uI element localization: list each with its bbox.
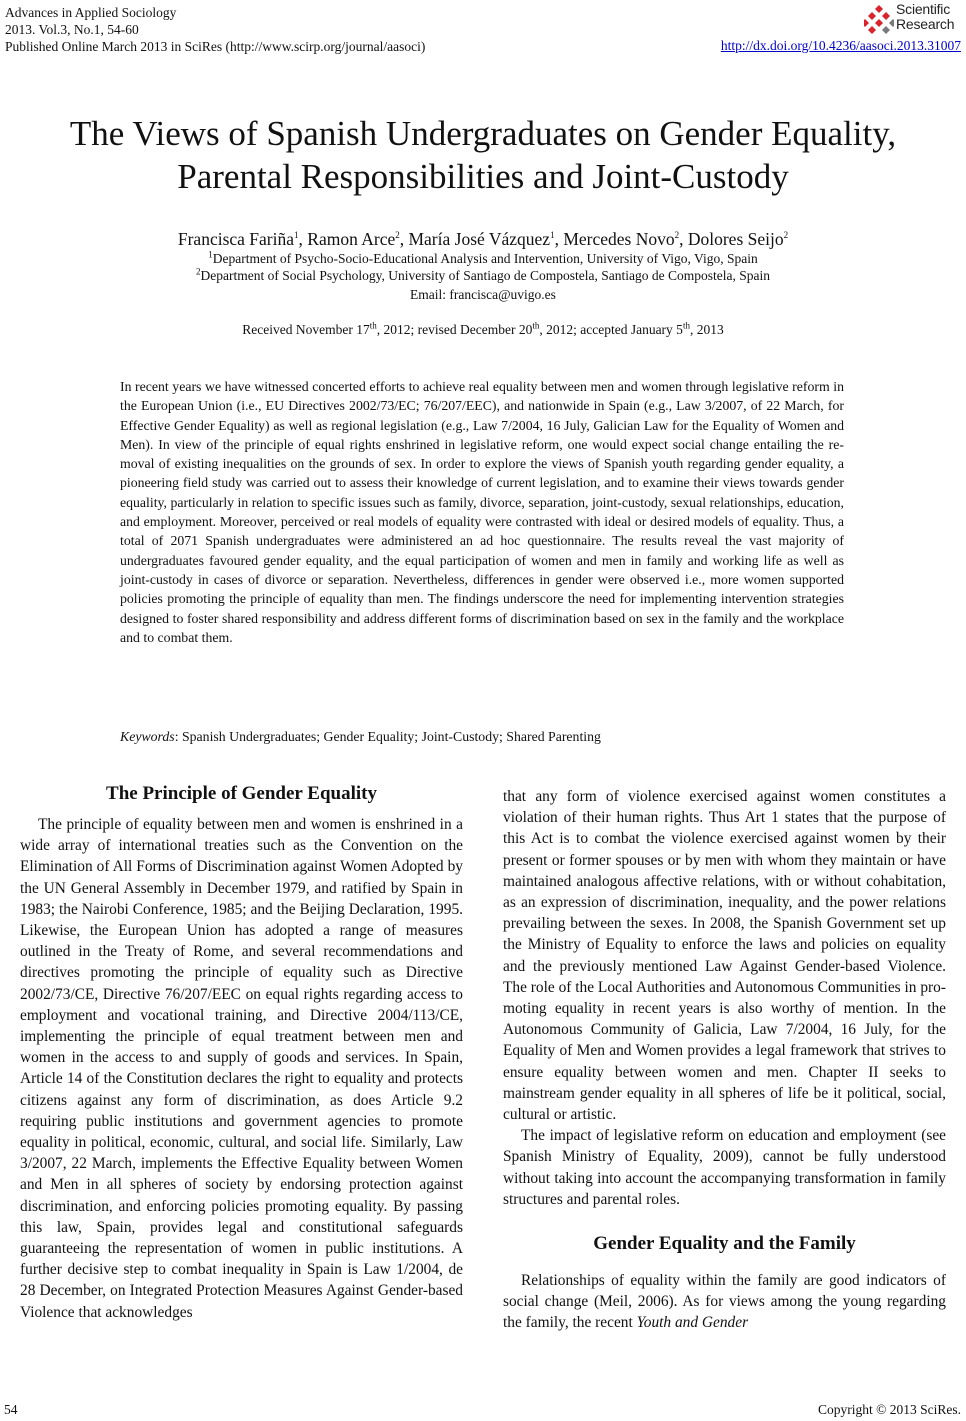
author-name: Dolores Seijo (687, 229, 784, 249)
page-number: 54 (4, 1402, 18, 1417)
running-header (5, 4, 425, 55)
author-affiliation-mark: 2 (674, 230, 680, 241)
author-affiliation-mark: 2 (395, 230, 400, 241)
publisher-logo-icon (864, 4, 894, 34)
author-name: Francisca Fariña (177, 229, 295, 249)
title-line-1: The Views of Spanish Undergraduates on Gender Equality, (69, 114, 897, 153)
publication-info: Published Online March 2013 in SciRes (http://www.scirp.org/journal/aasoci) (5, 39, 426, 54)
body-column-left (20, 782, 463, 1323)
author-affiliation-mark: 2 (783, 230, 789, 241)
received-dates: Received November 17th, 2012; revised December 20th, 2012; accepted January 5th, 2013 (242, 320, 724, 337)
author-affiliation-mark: 1 (294, 230, 299, 241)
doi-link[interactable]: http://dx.doi.org/10.4236/aasoci.2013.31007 (720, 38, 961, 53)
section-heading: The Principle of Gender Equality (106, 783, 377, 804)
copyright-notice: Copyright © 2013 SciRes. (817, 1402, 961, 1417)
paragraph: The impact of legislative reform on education and employment (see Spanish Ministry of Equality, 2009), cannot be fully understood without taking into account the accompanying transformation in family structures and parental roles. (503, 1127, 946, 1208)
author-affiliation-mark: 1 (550, 230, 555, 241)
section-heading: Gender Equality and the Family (593, 1233, 856, 1255)
paragraph: The principle of equality between men and women is enshrined in a wide array of international treaties such as the Convention on the Elimination of All Forms of Discrimination against Women Adopted by the UN General Assembly in December 1979, and ratified by Spain in 1983; the Nairobi Conference, 1985; and the Beijing Declaration, 1995. Likewise, the European Union has adopted a range of measures outlined in the Treaty of Rome, and several recommendations and directives promoting the principle of equality such as Directive 2002/73/CE, Directive 76/207/EEC on equal rights regarding access to employment and vocational training, and Directive 2004/113/CE, implementing the principle of equal treatment between men and women in the access to and supply of goods and services. In Spain, Article 14 of the Constitution declares the right to equality and protects citizens against any form of discrimination, as does Article 9.2 requiring public institutions and government agencies to promote equality in political, economic, cultural, and social life. Similarly, Law 3/2007, 22 March, implements the Effective Equality between Women and Men in all spheres of society by endorsing protection against discrimination, and enforcing policies promoting equality. By passing this law, Spain, provides legal and constitutional safeguards guaranteeing the representation of women in public institutions. A further decisive step to combat inequality in Spain is Law 1/2004, de 28 December, on Integrated Protection Measures Against Gender-based Violence that acknowledges (20, 816, 463, 1321)
keywords-list: : Spanish Undergraduates; Gender Equality; Joint-Custody; Shared Parenting (174, 729, 601, 744)
title-line-2: Parental Responsibilities and Joint-Custody (177, 157, 789, 196)
affiliation-2: $^2$Department of Social Psychology, University of Santiago de Compostela, Santiago de Compostela, Spain (196, 266, 770, 283)
scientific-research-logo (864, 2, 960, 36)
keywords-label: Keywords (120, 729, 175, 744)
author-name: Ramon Arce (307, 229, 396, 249)
body-column-right (503, 786, 946, 1334)
author-name: Mercedes Novo (563, 229, 675, 249)
logo-line-research: Research (896, 16, 955, 32)
author-name: María José Vázquez (408, 229, 551, 249)
affiliation-1: $^1$Department of Psycho-Socio-Educational Analysis and Intervention, University of Vigo, Vigo, Spain (208, 249, 758, 266)
volume-info: 2013. Vol.3, No.1, 54-60 (5, 22, 139, 37)
keywords (120, 729, 844, 745)
author-email: Email: francisca@uvigo.es (410, 287, 556, 302)
paper-title (30, 112, 936, 198)
author-list: Francisca Fariña$^1$, Ramon Arce$^2$, María José Vázquez$^1$, Mercedes Novo$^2$, Dolores Seijo$^2$ (177, 229, 789, 249)
paragraph: that any form of violence exercised against women constitutes a violation of their human rights. Thus Art 1 states that the purpose of this Act is to combat the violence exercised against women by their present or former spouses or by men with whom they maintain or have maintained analogous affective relations, with or without cohabitation, as an expression of discrimination, inequality, and the power relations prevailing between the sexes. In 2008, the Spanish Government set up the Ministry of Equality to enforce the laws and policies on equality and the previously mentioned Law Against Gender-based Violence. The role of the Local Authorities and Autonomous Communities in promoting equality in recent years is also worthy of mention. In the Autonomous Community of Galicia, Law 7/2004, 16 July, for the Equality of Men and Women provides a legal framework that strives to ensure equality between women and men. Chapter II seeks to mainstream gender equality in all spheres of life be it political, social, cultural or artistic. (503, 788, 946, 1124)
logo-line-scientific: Scientific (896, 1, 951, 17)
paragraph: Relationships of equality within the family are good indicators of social change (Meil, 2006). As for views among the young regarding the family, the recent Youth and Gender (503, 1272, 946, 1332)
abstract: In recent years we have witnessed concerted efforts to achieve real equality between men and women through legislative reform in the European Union (i.e., EU Directives 2002/73/EC; 76/207/EEC), and nationwide in Spain (e.g., Law 3/2007, of 22 March, for Effective Gender Equality) as well as regional legislation (e.g., Law 7/2004, 16 July, Galician Law for the Equality of Women and Men). In view of the principle of equal rights enshrined in legislative reform, one would expect social change entailing the removal of existing inequalities on the grounds of sex. In order to explore the views of Spanish youth regarding gender equality, a pioneering field study was carried out to assess their knowledge of current legislation, and to examine their views towards gender equality, particularly in relation to specific issues such as family, divorce, separation, joint-custody, sexual relationships, education, and employment. Moreover, perceived or real models of equality were contrasted with ideal or desired models of equality. Thus, a total of 2071 Spanish undergraduates were administered an ad hoc questionnaire. The results reveal the vast majority of undergraduates favoured gender equality, and the equal participation of women and men in family and working life as well as joint-custody in cases of divorce or separation. Nevertheless, differences in gender were observed i.e., more women supported policies promoting the principle of equality than men. The findings underscore the need for implementing intervention strategies designed to foster shared responsibility and address different forms of discrimination based on sex in the family and the workplace and to combat them. (120, 379, 844, 645)
journal-name: Advances in Applied Sociology (5, 5, 177, 20)
